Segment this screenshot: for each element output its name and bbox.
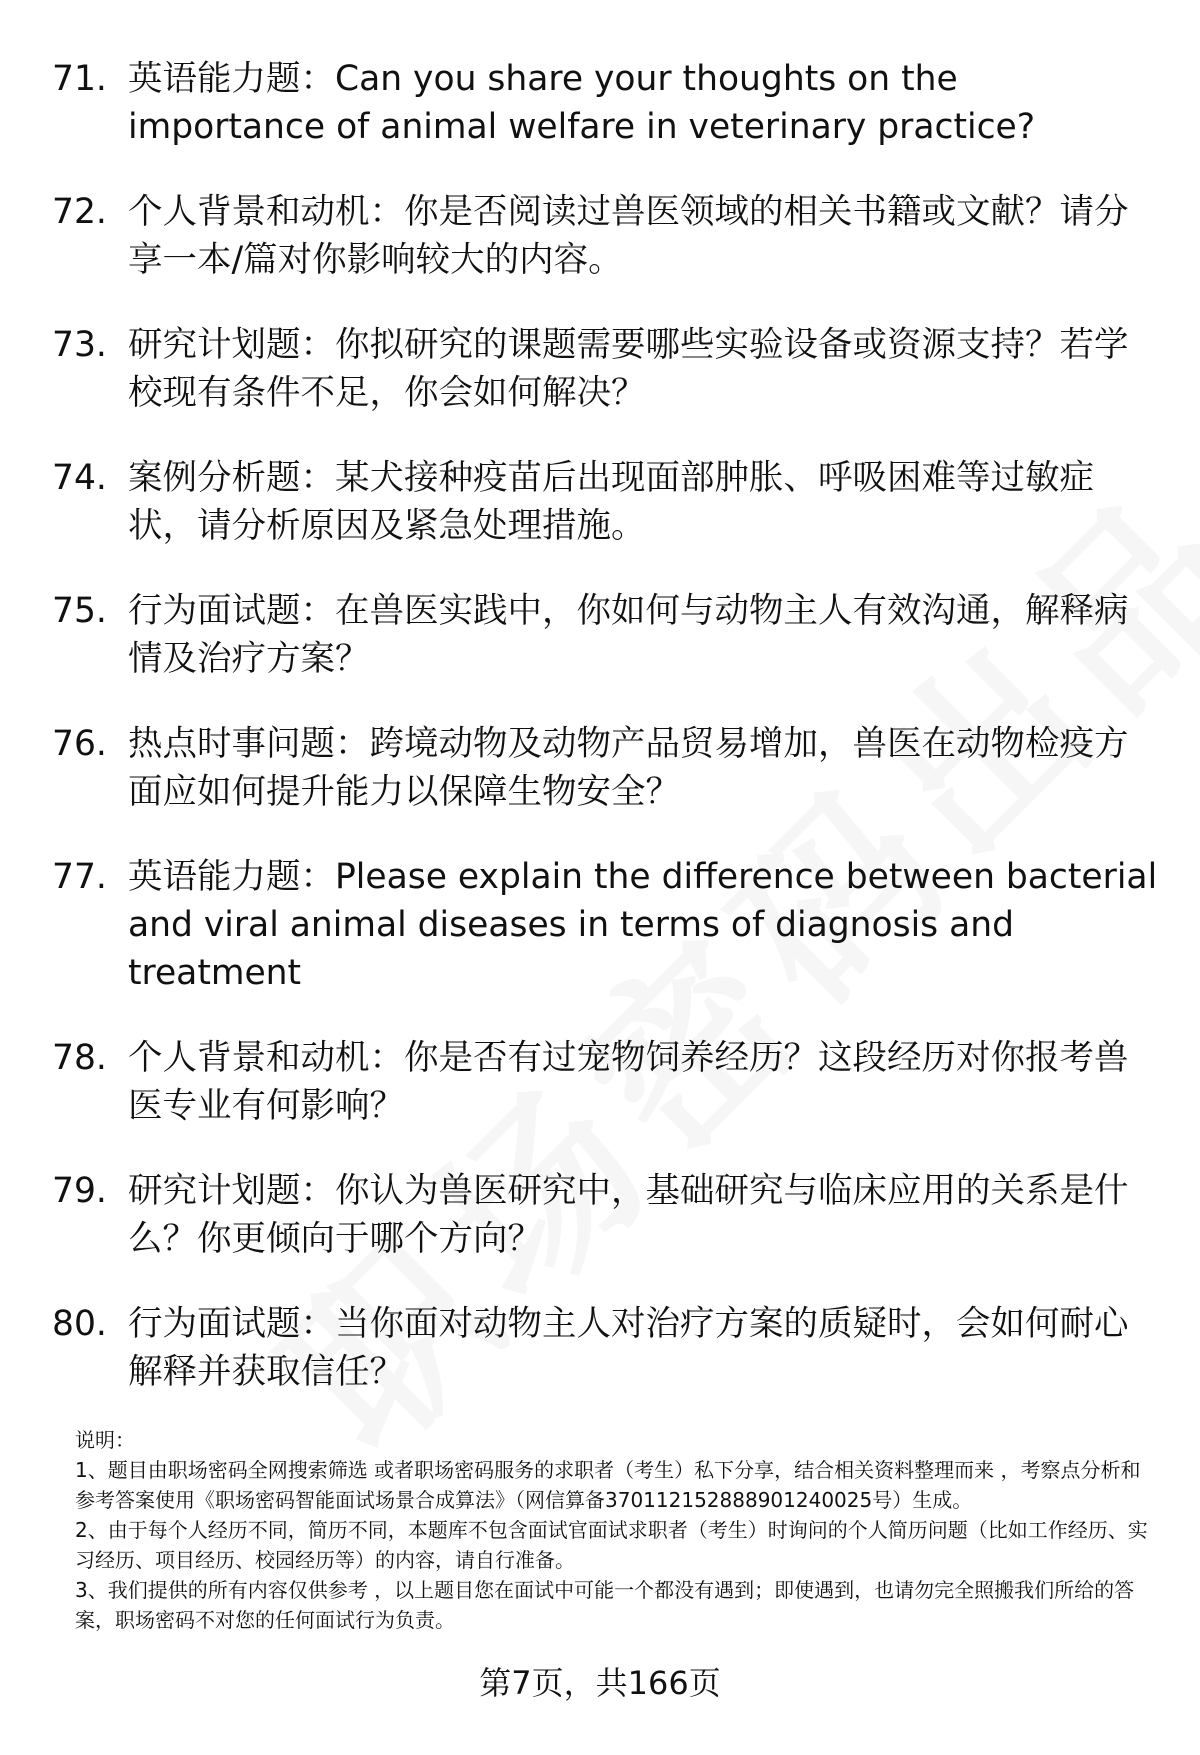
question-item: [0, 454, 1200, 550]
question-number: 80.: [52, 1304, 107, 1344]
question-text: 英语能力题：Please explain the difference between bacterial and viral animal diseases in terms of diagnosis and treatment: [128, 857, 1158, 993]
question-text: 研究计划题：你拟研究的课题需要哪些实验设备或资源支持？若学校现有条件不足，你会如何解决？: [128, 325, 1129, 413]
question-item: [0, 321, 1200, 417]
question-item: [0, 55, 1200, 151]
question-text: 研究计划题：你认为兽医研究中，基础研究与临床应用的关系是什么？你更倾向于哪个方向？: [128, 1171, 1129, 1259]
question-text: 英语能力题：Can you share your thoughts on the importance of animal welfare in veterinary practice?: [128, 59, 1036, 147]
question-number: 77.: [52, 857, 107, 897]
notes-heading: 说明：: [75, 1428, 135, 1452]
question-number: 72.: [52, 192, 107, 232]
page-number-footer: 第7页，共166页: [479, 1664, 721, 1702]
question-list: [0, 55, 1200, 1433]
question-text: 行为面试题：在兽医实践中，你如何与动物主人有效沟通，解释病情及治疗方案？: [128, 591, 1129, 679]
question-text: 热点时事问题：跨境动物及动物产品贸易增加，兽医在动物检疫方面应如何提升能力以保障生物安全？: [128, 724, 1129, 812]
question-item: [0, 1167, 1200, 1263]
question-item: [0, 188, 1200, 284]
question-text: 案例分析题：某犬接种疫苗后出现面部肿胀、呼吸困难等过敏症状，请分析原因及紧急处理措施。: [128, 458, 1094, 546]
question-text: 行为面试题：当你面对动物主人对治疗方案的质疑时，会如何耐心解释并获取信任？: [128, 1304, 1129, 1392]
question-item: [0, 587, 1200, 683]
question-item: [0, 1034, 1200, 1130]
question-item: [0, 1300, 1200, 1396]
question-number: 78.: [52, 1038, 107, 1078]
question-item: [0, 853, 1200, 997]
note-item: 2、由于每个人经历不同，简历不同，本题库不包含面试官面试求职者（考生）时询问的个人简历问题（比如工作经历、实习经历、项目经历、校园经历等）的内容，请自行准备。: [75, 1518, 1148, 1572]
question-number: 79.: [52, 1171, 107, 1211]
question-text: 个人背景和动机：你是否有过宠物饲养经历？这段经历对你报考兽医专业有何影响？: [128, 1038, 1129, 1126]
note-item: 1、题目由职场密码全网搜索筛选 或者职场密码服务的求职者（考生）私下分享，结合相关资料整理而来 ，考察点分析和参考答案使用《职场密码智能面试场景合成算法》（网信算备37011215288890124​0025号）生成。: [75, 1458, 1141, 1512]
question-number: 71.: [52, 59, 107, 99]
notes-section: [75, 1425, 1150, 1635]
question-number: 75.: [52, 591, 107, 631]
question-item: [0, 720, 1200, 816]
question-number: 73.: [52, 325, 107, 365]
question-text: 个人背景和动机：你是否阅读过兽医领域的相关书籍或文献？请分享一本/篇对你影响较大的内容。: [128, 192, 1129, 280]
note-item: 3、我们提供的所有内容仅供参考 ，以上题目您在面试中可能一个都没有遇到；即使遇到，也请勿完全照搬我们所给的答案，职场密码不对您的任何面试行为负责。: [75, 1578, 1135, 1632]
question-number: 74.: [52, 458, 107, 498]
question-number: 76.: [52, 724, 107, 764]
